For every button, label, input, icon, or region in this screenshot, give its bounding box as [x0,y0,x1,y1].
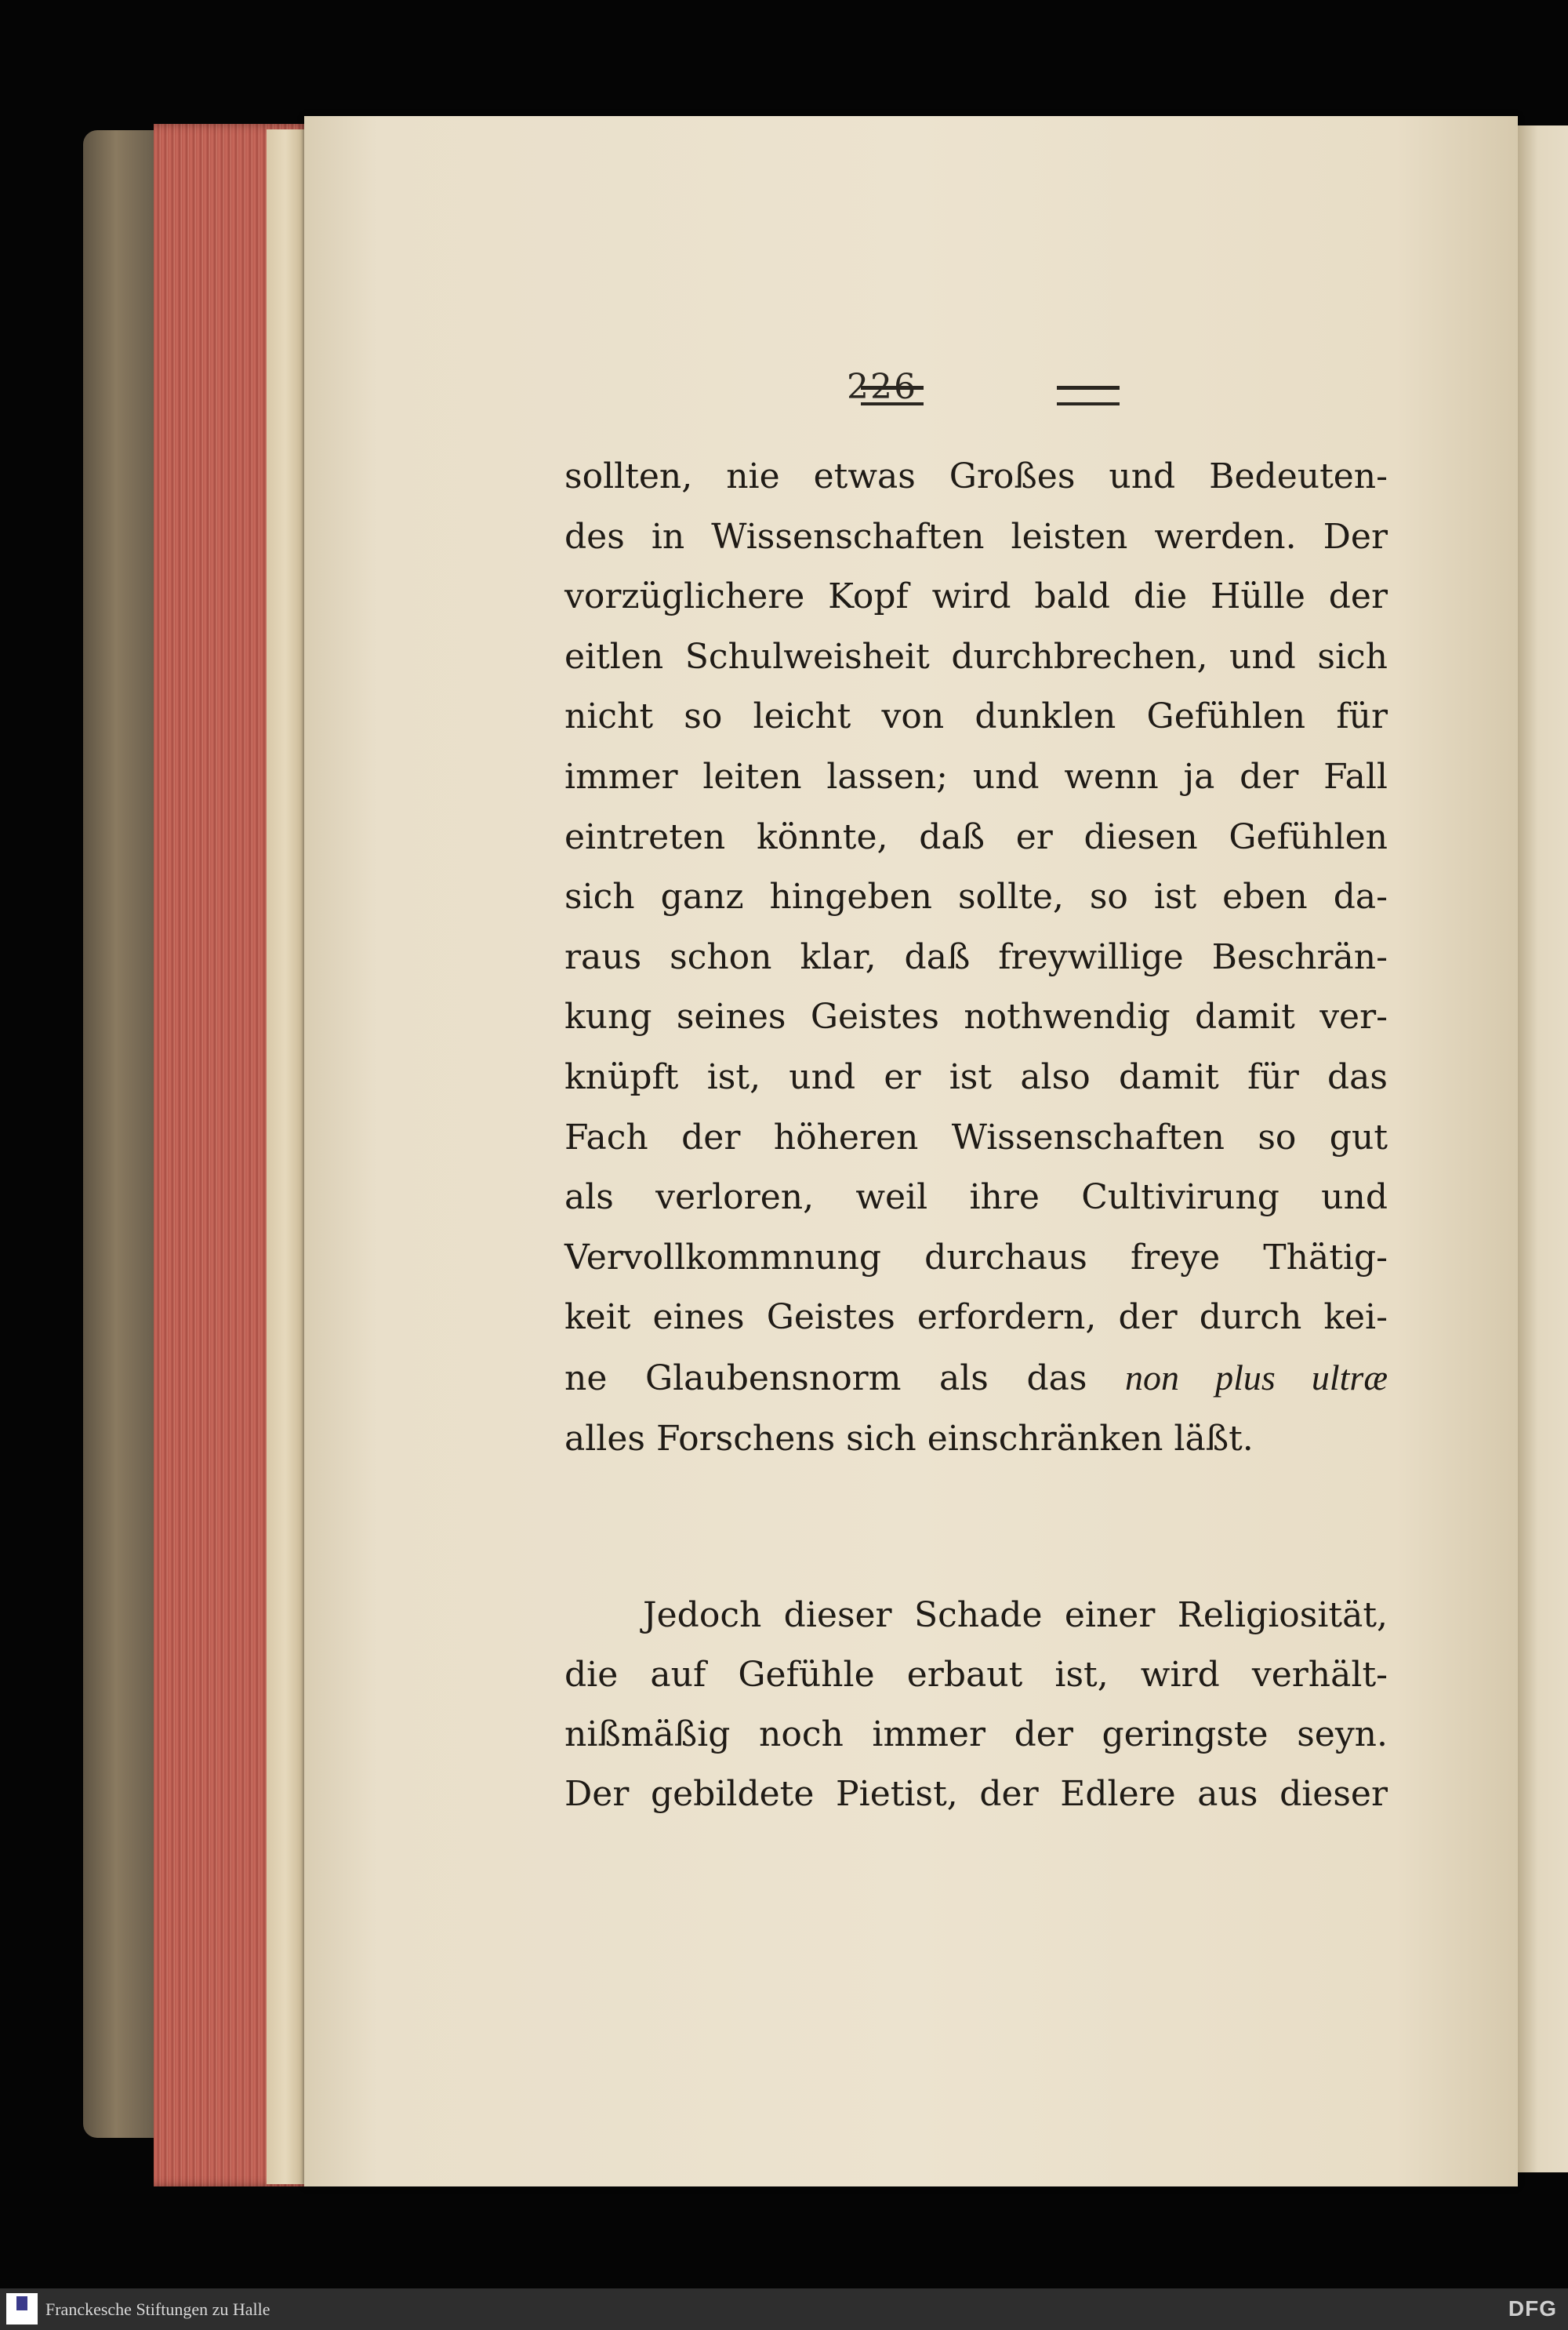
text-line: des in Wissenschaften leisten werden. Der [564,516,1388,557]
text-line: sollten, nie etwas Großes und Bedeuten- [564,456,1388,496]
body-paragraph-2 [564,1586,1388,1824]
latin-phrase: non plus ultræ [1125,1357,1388,1398]
text-line: kung seines Geistes nothwendig damit ver- [564,997,1388,1038]
body-paragraph-1 [564,447,1388,1469]
text-line: sich ganz hingeben sollte, so ist eben da- [564,877,1388,918]
dfg-logo: DFG [1508,2296,1557,2321]
text-line-with-latin [564,1348,1388,1409]
text-segment: ne Glaubensnorm als das [564,1358,1087,1398]
institution-name: Franckesche Stiftungen zu Halle [45,2299,270,2319]
text-line: raus schon klar, daß freywillige Beschrän- [564,936,1388,977]
text-line: als verloren, weil ihre Cultivirung und [564,1177,1388,1218]
text-line: Jedoch dieser Schade einer Religiosität, [643,1595,1388,1635]
page-number: 226 [847,367,917,407]
text-line: alles Forschens sich einschränken läßt. [564,1418,1254,1459]
text-line: immer leiten lassen; und wenn ja der Fall [564,756,1388,797]
text-line: knüpft ist, und er ist also damit für das [564,1056,1388,1097]
footer-bar [0,2288,1568,2330]
text-line: eitlen Schulweisheit durchbrechen, und sich [564,636,1388,677]
text-line: nißmäßig noch immer der geringste seyn. [564,1714,1388,1754]
text-line: vorzüglichere Kopf wird bald die Hülle der [564,576,1388,617]
text-line: Vervollkommnung durchaus freye Thätig- [564,1237,1388,1278]
institution-logo-icon [6,2293,38,2325]
text-line: die auf Gefühle erbaut ist, wird verhält- [564,1655,1388,1695]
text-line: keit eines Geistes erfordern, der durch kei- [564,1297,1388,1338]
text-line: eintreten könnte, daß er diesen Gefühlen [564,816,1388,857]
page-number-dash-right [1057,386,1120,405]
facing-page-edge [1518,125,1568,2172]
text-line: nicht so leicht von dunklen Gefühlen für [564,696,1388,737]
text-line: Fach der höheren Wissenschaften so gut [564,1117,1388,1158]
page-stack-edge [267,129,304,2184]
text-line: Der gebildete Pietist, der Edlere aus dieser [564,1774,1388,1814]
